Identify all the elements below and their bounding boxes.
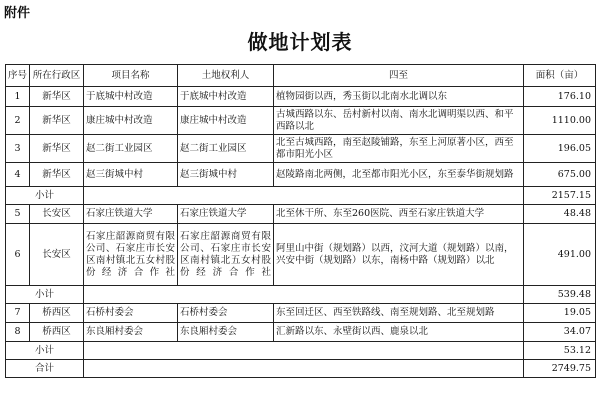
table-row [6, 163, 596, 187]
subtotal-row [6, 187, 596, 205]
cell-district: 新华区 [30, 107, 84, 135]
total-label: 合计 [6, 360, 84, 378]
cell-owner: 赵二街工业园区 [178, 135, 274, 163]
cell-project: 石家庄韶源商贸有限公司、石家庄市长安区南村镇北五女村股份经济合作社 [84, 224, 178, 286]
cell-owner: 赵三街城中村 [178, 163, 274, 187]
subtotal-row [6, 286, 596, 304]
cell-owner: 于底城中村改造 [178, 87, 274, 107]
cell-district: 长安区 [30, 205, 84, 224]
cell-area: 34.07 [524, 323, 596, 342]
subtotal-area: 539.48 [524, 286, 596, 304]
table-row [6, 323, 596, 342]
cell-project: 石桥村委会 [84, 304, 178, 323]
cell-area: 19.05 [524, 304, 596, 323]
table-row [6, 304, 596, 323]
col-header-area: 面积（亩） [524, 65, 596, 87]
col-header-no: 序号 [6, 65, 30, 87]
cell-project: 东良厢村委会 [84, 323, 178, 342]
table-row [6, 87, 596, 107]
cell-no: 1 [6, 87, 30, 107]
cell-area: 675.00 [524, 163, 596, 187]
cell-bounds: 植物园街以西，秀玉街以北南水北调以东 [274, 87, 524, 107]
cell-bounds: 汇新路以东、永壁街以西、鹿泉以北 [274, 323, 524, 342]
subtotal-label: 小计 [6, 342, 84, 360]
attachment-label: 附件 [4, 6, 31, 21]
cell-owner: 东良厢村委会 [178, 323, 274, 342]
subtotal-row [6, 342, 596, 360]
cell-project: 赵二街工业园区 [84, 135, 178, 163]
cell-project: 石家庄铁道大学 [84, 205, 178, 224]
cell-district: 长安区 [30, 224, 84, 286]
cell-bounds: 北至古城西路，南至赵陵铺路，东至上河原著小区，西至都市阳光小区 [274, 135, 524, 163]
cell-no: 6 [6, 224, 30, 286]
cell-no: 4 [6, 163, 30, 187]
cell-area: 196.05 [524, 135, 596, 163]
col-header-project: 项目名称 [84, 65, 178, 87]
cell-area: 1110.00 [524, 107, 596, 135]
cell-bounds: 赵陵路南北两侧，北至都市阳光小区，东至泰华街规划路 [274, 163, 524, 187]
cell-project: 于底城中村改造 [84, 87, 178, 107]
cell-bounds: 东至回迁区、西至铁路线、南至规划路、北至规划路 [274, 304, 524, 323]
cell-no: 3 [6, 135, 30, 163]
subtotal-label: 小计 [6, 286, 84, 304]
table-row [6, 107, 596, 135]
cell-no: 8 [6, 323, 30, 342]
cell-area: 491.00 [524, 224, 596, 286]
cell-area: 48.48 [524, 205, 596, 224]
cell-area: 176.10 [524, 87, 596, 107]
cell-district: 新华区 [30, 135, 84, 163]
table-row [6, 205, 596, 224]
cell-no: 7 [6, 304, 30, 323]
cell-project: 赵三街城中村 [84, 163, 178, 187]
cell-district: 桥西区 [30, 323, 84, 342]
cell-bounds: 古城西路以东、岳村新村以南、南水北调明渠以西、和平西路以北 [274, 107, 524, 135]
col-header-district: 所在行政区 [30, 65, 84, 87]
cell-district: 新华区 [30, 163, 84, 187]
col-header-bounds: 四至 [274, 65, 524, 87]
cell-owner: 康庄城中村改造 [178, 107, 274, 135]
subtotal-area: 53.12 [524, 342, 596, 360]
cell-no: 2 [6, 107, 30, 135]
page-title: 做地计划表 [247, 30, 353, 54]
table-header-row [6, 65, 596, 87]
cell-bounds: 北至休干所、东至260医院、西至石家庄铁道大学 [274, 205, 524, 224]
col-header-owner: 土地权利人 [178, 65, 274, 87]
table-row [6, 135, 596, 163]
cell-owner: 石家庄韶源商贸有限公司、石家庄市长安区南村镇北五女村股份经济合作社 [178, 224, 274, 286]
cell-bounds: 阿里山中街（规划路）以西，汶河大道（规划路）以南，兴安中街（规划路）以东，南杨中路（规划路）以北 [274, 224, 524, 286]
table-row [6, 224, 596, 286]
total-area: 2749.75 [524, 360, 596, 378]
cell-owner: 石家庄铁道大学 [178, 205, 274, 224]
total-row [6, 360, 596, 378]
cell-district: 新华区 [30, 87, 84, 107]
cell-owner: 石桥村委会 [178, 304, 274, 323]
cell-no: 5 [6, 205, 30, 224]
land-plan-table [5, 64, 596, 378]
cell-project: 康庄城中村改造 [84, 107, 178, 135]
cell-district: 桥西区 [30, 304, 84, 323]
subtotal-label: 小计 [6, 187, 84, 205]
subtotal-area: 2157.15 [524, 187, 596, 205]
